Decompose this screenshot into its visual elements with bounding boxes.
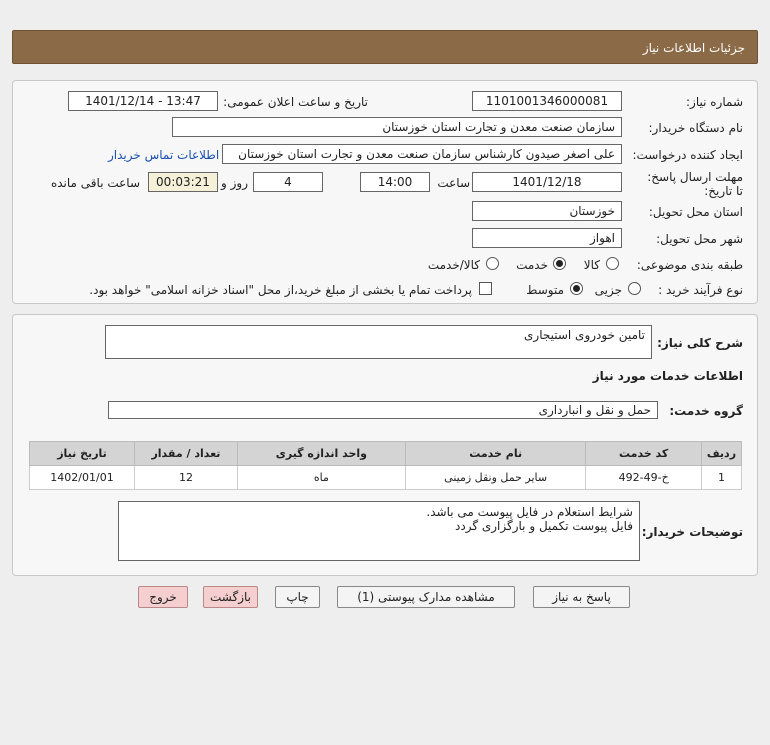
buyer-contact-link[interactable]: اطلاعات تماس خریدار [108, 148, 220, 162]
city-field: اهواز [472, 228, 622, 248]
buyer-notes-field: شرایط استعلام در فایل پیوست می باشد. فایل پیوست تکمیل و بارگزاری گردد [118, 501, 640, 561]
service-group-field: حمل و نقل و انبارداری [108, 401, 658, 419]
category-service-radio[interactable] [553, 257, 566, 270]
time-remaining-field: 00:03:21 [148, 172, 218, 192]
treasury-payment-note: پرداخت تمام یا بخشی از مبلغ خرید،از محل "اسناد خزانه اسلامی" خواهد بود. [89, 283, 472, 297]
treasury-payment-checkbox[interactable] [479, 282, 492, 295]
cell-quantity: 12 [135, 466, 238, 490]
process-medium-label: متوسط [526, 283, 564, 297]
services-table-header [30, 442, 742, 466]
category-label: طبقه بندی موضوعی: [636, 258, 743, 272]
process-minor-label: جزیی [594, 283, 622, 297]
category-goods-service-radio[interactable] [486, 257, 499, 270]
page-header [12, 30, 758, 64]
cell-row: 1 [701, 466, 741, 490]
summary-field: تامین خودروی استیجاری [105, 325, 652, 359]
cell-service-code: خ-49-492 [586, 466, 701, 490]
page-title: جزئیات اطلاعات نیاز [642, 41, 745, 55]
cell-need-date: 1402/01/01 [30, 466, 135, 490]
announce-datetime-field: 1401/12/14 - 13:47 [68, 91, 218, 111]
province-field: خوزستان [472, 201, 622, 221]
col-need-date-header: تاریخ نیاز [30, 442, 135, 466]
col-service-code-header: کد خدمت [586, 442, 701, 466]
category-goods-service-label: کالا/خدمت [427, 258, 480, 272]
buyer-org-label: نام دستگاه خریدار: [648, 121, 743, 135]
table-row [30, 466, 742, 490]
province-label: استان محل تحویل: [648, 205, 743, 219]
service-group-label: گروه خدمت: [669, 404, 743, 418]
time-remaining-label: ساعت باقی مانده [50, 176, 140, 190]
reply-button[interactable]: پاسخ به نیاز [533, 586, 630, 608]
announce-datetime-label: تاریخ و ساعت اعلان عمومی: [223, 95, 368, 109]
process-type-label: نوع فرآیند خرید : [658, 283, 743, 297]
category-goods-label: کالا [583, 258, 600, 272]
process-minor-radio[interactable] [628, 282, 641, 295]
process-medium-radio[interactable] [570, 282, 583, 295]
need-number-label: شماره نیاز: [686, 95, 743, 109]
city-label: شهر محل تحویل: [656, 232, 743, 246]
col-row-header: ردیف [701, 442, 741, 466]
back-button[interactable]: بازگشت [203, 586, 258, 608]
view-attachments-button[interactable]: مشاهده مدارک پیوستی (1) [337, 586, 515, 608]
services-heading: اطلاعات خدمات مورد نیاز [592, 369, 743, 383]
summary-label: شرح کلی نیاز: [657, 336, 743, 350]
category-service-label: خدمت [516, 258, 548, 272]
cell-service-name: سایر حمل ونقل زمینی [405, 466, 586, 490]
need-number-field: 1101001346000081 [472, 91, 622, 111]
col-quantity-header: تعداد / مقدار [135, 442, 238, 466]
buyer-notes-label: توضیحات خریدار: [641, 525, 743, 539]
deadline-time-label: ساعت [437, 176, 470, 190]
deadline-time-field: 14:00 [360, 172, 430, 192]
creator-field: علی اصغر صیدون کارشناس سازمان صنعت معدن و تجارت استان خوزستان [222, 144, 622, 164]
services-table [29, 441, 742, 490]
creator-label: ایجاد کننده درخواست: [632, 148, 743, 162]
deadline-label: مهلت ارسال پاسخ: تا تاریخ: [647, 170, 743, 198]
print-button[interactable]: چاپ [275, 586, 320, 608]
exit-button[interactable]: خروج [138, 586, 188, 608]
category-goods-radio[interactable] [606, 257, 619, 270]
col-unit-header: واحد اندازه گیری [237, 442, 405, 466]
cell-unit: ماه [237, 466, 405, 490]
days-remaining-field: 4 [253, 172, 323, 192]
buyer-org-field: سازمان صنعت معدن و تجارت استان خوزستان [172, 117, 622, 137]
col-service-name-header: نام خدمت [405, 442, 586, 466]
days-label: روز و [221, 176, 248, 190]
deadline-date-field: 1401/12/18 [472, 172, 622, 192]
